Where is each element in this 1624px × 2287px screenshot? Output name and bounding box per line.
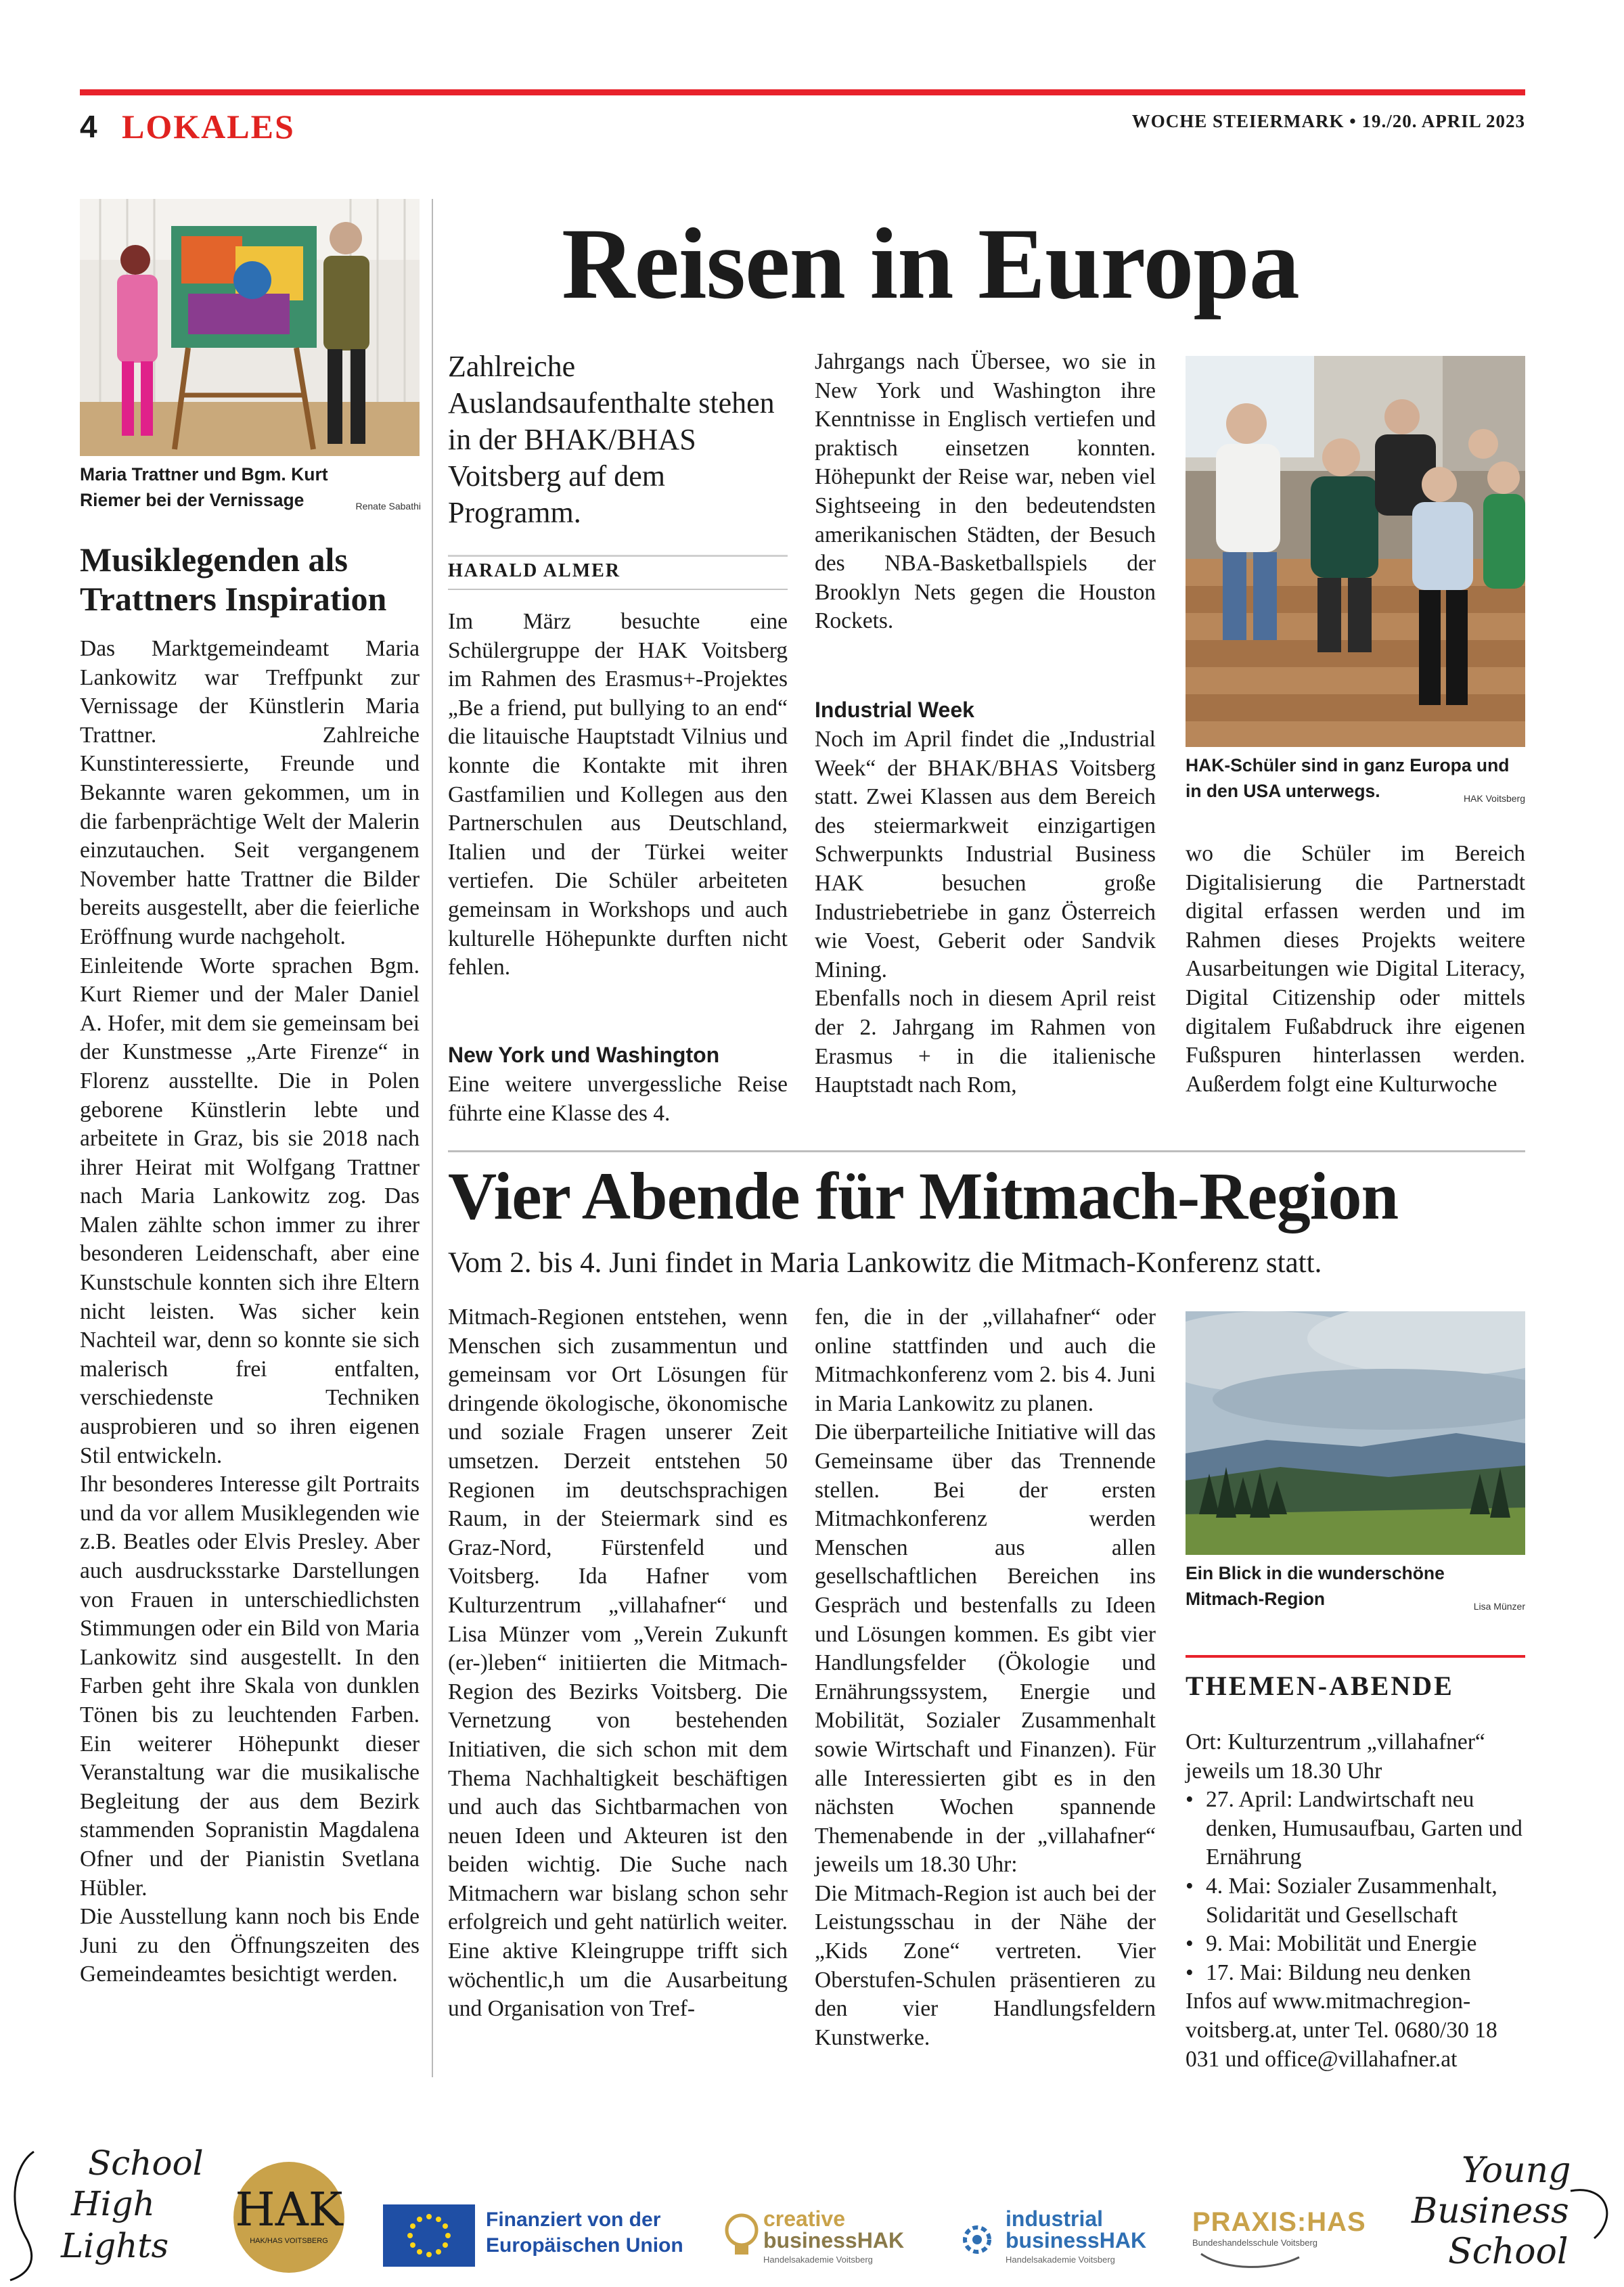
school-highlights-logo [7,2138,210,2284]
lightbulb-icon [723,2213,761,2260]
eu-flag-icon [383,2204,475,2267]
column-divider [432,199,433,2077]
eu-funding-text [486,2207,683,2259]
business-text: Business [1412,2191,1569,2232]
second-col2-body: fen, die in der „villahafner“ oder online stattfinden und auch die Mitmachkonferenz vom 2. bis 4. Juni in Maria Lankowitz zu planen. Die überparteiliche Initiative will das Gemeinsame über das Trennende stellen. Bei der ersten Mitmachkonferenz werden Menschen aus allen gesellschaftlichen Bereichen ins Gespräch und bestenfalls zu Ideen und Lösungen kommen. Es gibt vier Handlungsfelder (Ökologie und Ernährungssystem, Energie und Mobilität, Sozialer Zusammenhalt sowie Wirtschaft und Finanzen). Für alle Interessierten gibt es in den nächsten Wochen spannende Themenabende in der „villahafner“ jeweils um 18.30 Uhr: Die Mitmach-Region ist auch bei der Leistungsschau in der Nähe der „Kids Zone“ vertreten. Vier Oberstufen-Schulen präsentieren zu den vier Handlungsfeldern Kunstwerke. [815,1305,1156,2050]
event-item [1186,1872,1525,1930]
creative-subtext: Handelsakademie Voitsberg [763,2255,873,2265]
creative-business-hak-logo [723,2207,919,2275]
young-business-school-logo [1407,2150,1624,2286]
event-item-text: 4. Mai: Sozialer Zusammenhalt, Solidarität und Gesellschaft [1206,1873,1497,1928]
landscape-photo [1186,1311,1525,1555]
bullet-icon: • [1186,1873,1194,1899]
eu-line2: Europäischen Union [486,2234,683,2257]
bullet-icon: • [1186,1931,1194,1957]
top-red-rule [80,89,1525,95]
event-item [1186,1786,1525,1872]
second-col1-body: Mitmach-Regionen entstehen, wenn Menschen sich zusammentun und gemeinsam vor Ort Lösungen für dringende ökologische, ökonomische und soziale Fragen unserer Zeit umsetzen. Derzeit entstehen 50 Regionen im deutschsprachigen Raum, in der Steiermark sind es Graz-Nord, Fürstenfeld und Voitsberg. Ida Hafner vom Kulturzentrum „villahafner“ und Lisa Münzer vom „Verein Zukunft (er-)leben“ initiierten die Mitmach-Region des Bezirks Voitsberg. Die Vernetzung von bestehenden Initiativen, die sich schon mit dem Thema Nachhaltigkeit beschäftigen und auch das Sichtbarmachen von neuen Ideen und Akteuren ist den beiden wichtig. Die Suche nach Mitmachern war bislang schon sehr erfolgreich und geht natürlich weiter. Eine aktive Kleingruppe trifft sich wöchentlic,h um die Ausarbeitung und Organisation von Tref- [448,1305,788,2022]
vernissage-credit: Renate Sabathi [355,501,421,512]
main-col3-body: wo die Schüler im Bereich Digitalisierung die Partnerstadt digital erfassen werden und im Rahmen dieses Projekts weitere Ausarbeitungen wie Digital Literacy, Digital Citizenship oder mittels digitalem Fußabdruck ihre eigenen Fußspuren hinterlassen werden. Außerdem folgt eine Kulturwoche [1186,841,1525,1097]
event-item-text: 27. April: Landwirtschaft neu denken, Humusaufbau, Garten und Ernährung [1206,1787,1522,1870]
section-title: LOKALES [122,108,295,145]
main-headline: Reisen in Europa [562,208,1299,320]
hak-voitsberg-logo [233,2162,344,2273]
industrial-text: industrial [1006,2206,1104,2231]
bullet-icon: • [1186,1960,1194,1985]
events-box [1186,1728,1525,2074]
box-outro: Infos auf www.mitmachregion-voitsberg.at, unter Tel. 0680/30 18 031 und office@villahafner.at [1186,1989,1497,2072]
students-photo [1186,356,1525,747]
hak-subtext: HAK/HAS VOITSBERG [250,2237,328,2245]
main-col2-body: Jahrgangs nach Übersee, wo sie in New York und Washington ihre Kenntnisse in Englisch vertiefen und praktisch einsetzen konnten. Höhepunkt der Reise war, neben viel Sightseeing in den bedeutendsten amerikanischen Städten, der Besuch des NBA-Basketballspiels der Brooklyn Nets gegen die Houston Rockets. [815,349,1156,634]
school-text: School [1448,2232,1569,2272]
vernissage-photo [80,199,420,456]
students-caption: HAK-Schüler sind in ganz Europa und in den USA unterwegs. [1186,755,1510,801]
lead-rule [448,555,788,557]
event-item-text: 9. Mai: Mobilität und Energie [1206,1931,1477,1957]
landscape-credit: Lisa Münzer [1473,1601,1525,1612]
sidebar-headline: Musiklegenden als Trattners Inspiration [80,541,387,618]
box-red-rule [1186,1655,1525,1658]
creative-business-text: businessHAK [763,2228,905,2252]
eu-line1: Finanziert von der [486,2209,661,2231]
second-headline: Vier Abende für Mitmach-Region [448,1158,1399,1233]
main-col1-body: Im März besuchte eine Schülergruppe der HAK Voitsberg im Rahmen des Erasmus+-Projektes „Be a friend, put bullying to an end“ die litauische Hauptstadt Vilnius und konnte die Kontakte mit ihren Gastfamilien und Kollegen aus den Partnerschulen aus Deutschland, Italien und der Türkei weiter vertiefen. Die Schüler arbeiteten gemeinsam in Workshops und auch kulturelle Höhepunkte durften nicht fehlen. [448,609,788,980]
bullet-icon: • [1186,1787,1194,1813]
logo-school-text: School [88,2144,204,2183]
students-credit: HAK Voitsberg [1463,793,1525,804]
gear-icon [954,2217,1000,2263]
industrial-business-text: businessHAK [1006,2228,1147,2252]
industrial-subtext: Handelsakademie Voitsberg [1006,2255,1115,2265]
subhead-industrial-week: Industrial Week [815,698,974,722]
box-title: THEMEN-ABENDE [1186,1671,1454,1701]
story-separator [448,1150,1525,1152]
main-lead: Zahlreiche Auslandsaufenthalte stehen in der BHAK/BHAS Voitsberg auf dem Programm. [448,350,775,529]
industrial-business-hak-logo [954,2207,1164,2275]
praxis-text: PRAXIS:HAS [1192,2207,1366,2237]
main-col2-industrial: Noch im April findet die „Industrial Week“ der BHAK/BHAS Voitsberg statt. Zwei Klassen aus dem Bereich des steiermarkweit einzigartigen Schwerpunkts Industrial Business HAK besuchen große Industriebetriebe in ganz Österreich wie Voest, Geberit oder Sandvik Mining. Ebenfalls noch in diesem April reist der 2. Jahrgang im Rahmen von Erasmus + in die italienische Hauptstadt nach Rom, [815,727,1156,1098]
logo-high-text: High [71,2184,155,2223]
vernissage-caption: Maria Trattner und Bgm. Kurt Riemer bei der Vernissage [80,464,328,510]
issue-line: WOCHE STEIERMARK • 19./20. APRIL 2023 [1131,111,1525,131]
page-number: 4 [80,109,97,144]
author-rule [448,589,788,590]
sidebar-body: Das Marktgemeindeamt Maria Lankowitz war Treffpunkt zur Vernissage der Künstlerin Maria Trattner. Zahlreiche Kunstinteressierte, Freunde und Bekannte waren gekommen, um in die farbenprächtige Welt der Malerin einzutauchen. Seit vergangenem November hatte Trattner die Bilder bereits ausgestellt, aber die feierliche Eröffnung wurde nachgeholt. Einleitende Worte sprachen Bgm. Kurt Riemer und der Maler Daniel A. Hofer, mit dem sie gemeinsam bei der Kunstmesse „Arte Firenze“ in Florenz ausstellte. Die in Polen geborene Künstlerin lebte und arbeitete in Graz, bis sie 2018 nach ihrer Heirat mit Wolfgang Trattner nach Maria Lankowitz zog. Das Malen zählte schon immer zu ihrer besonderen Leidenschaft, aber eine Kunstschule konnten sich ihre Eltern nicht leisten. Was sicher kein Nachteil war, denn so konnte sie sich malerisch frei entfalten, verschiedenste Techniken ausprobieren und so ihren eigenen Stil entwickeln. Ihr besonderes Interesse gilt Portraits und da vor allem Musiklegenden wie z.B. Beatles oder Elvis Presley. Aber auch ausdrucksstarke Darstellungen von Frauen in unterschiedlichsten Stimmungen oder ein Bild von Maria Lankowitz sind ausgestellt. In den Farben geht ihre Skala von dunklen Tönen bis zu leuchtenden Farben. Ein weiterer Höhepunkt dieser Veranstaltung war die musikalische Begleitung der aus dem Bezirk stammenden Sopranistin Magdalena Ofner und der Pianistin Svetlana Hübler. Die Ausstellung kann noch bis Ende Juni zu den Öffnungszeiten des Gemeindeamtes besichtigt werden. [80,636,420,1987]
main-col1-ny: Eine weitere unvergessliche Reise führte eine Klasse des 4. [448,1072,788,1126]
event-item [1186,1959,1525,1988]
event-item [1186,1930,1525,1959]
praxis-subtext: Bundeshandelsschule Voitsberg [1192,2238,1318,2248]
hak-mark: HAK [235,2183,343,2237]
second-subline: Vom 2. bis 4. Juni findet in Maria Lankowitz die Mitmach-Konferenz statt. [448,1247,1322,1279]
main-author: HARALD ALMER [448,560,621,581]
young-text: Young [1462,2150,1571,2191]
subhead-new-york: New York und Washington [448,1043,720,1067]
box-intro: Ort: Kulturzentrum „villahafner“ jeweils um 18.30 Uhr [1186,1729,1485,1784]
praxis-has-logo [1192,2207,1375,2275]
logo-lights-text: Lights [61,2226,169,2265]
landscape-caption: Ein Blick in die wunderschöne Mitmach-Region [1186,1563,1445,1609]
creative-text: creative [763,2206,845,2231]
event-item-text: 17. Mai: Bildung neu denken [1206,1960,1471,1985]
